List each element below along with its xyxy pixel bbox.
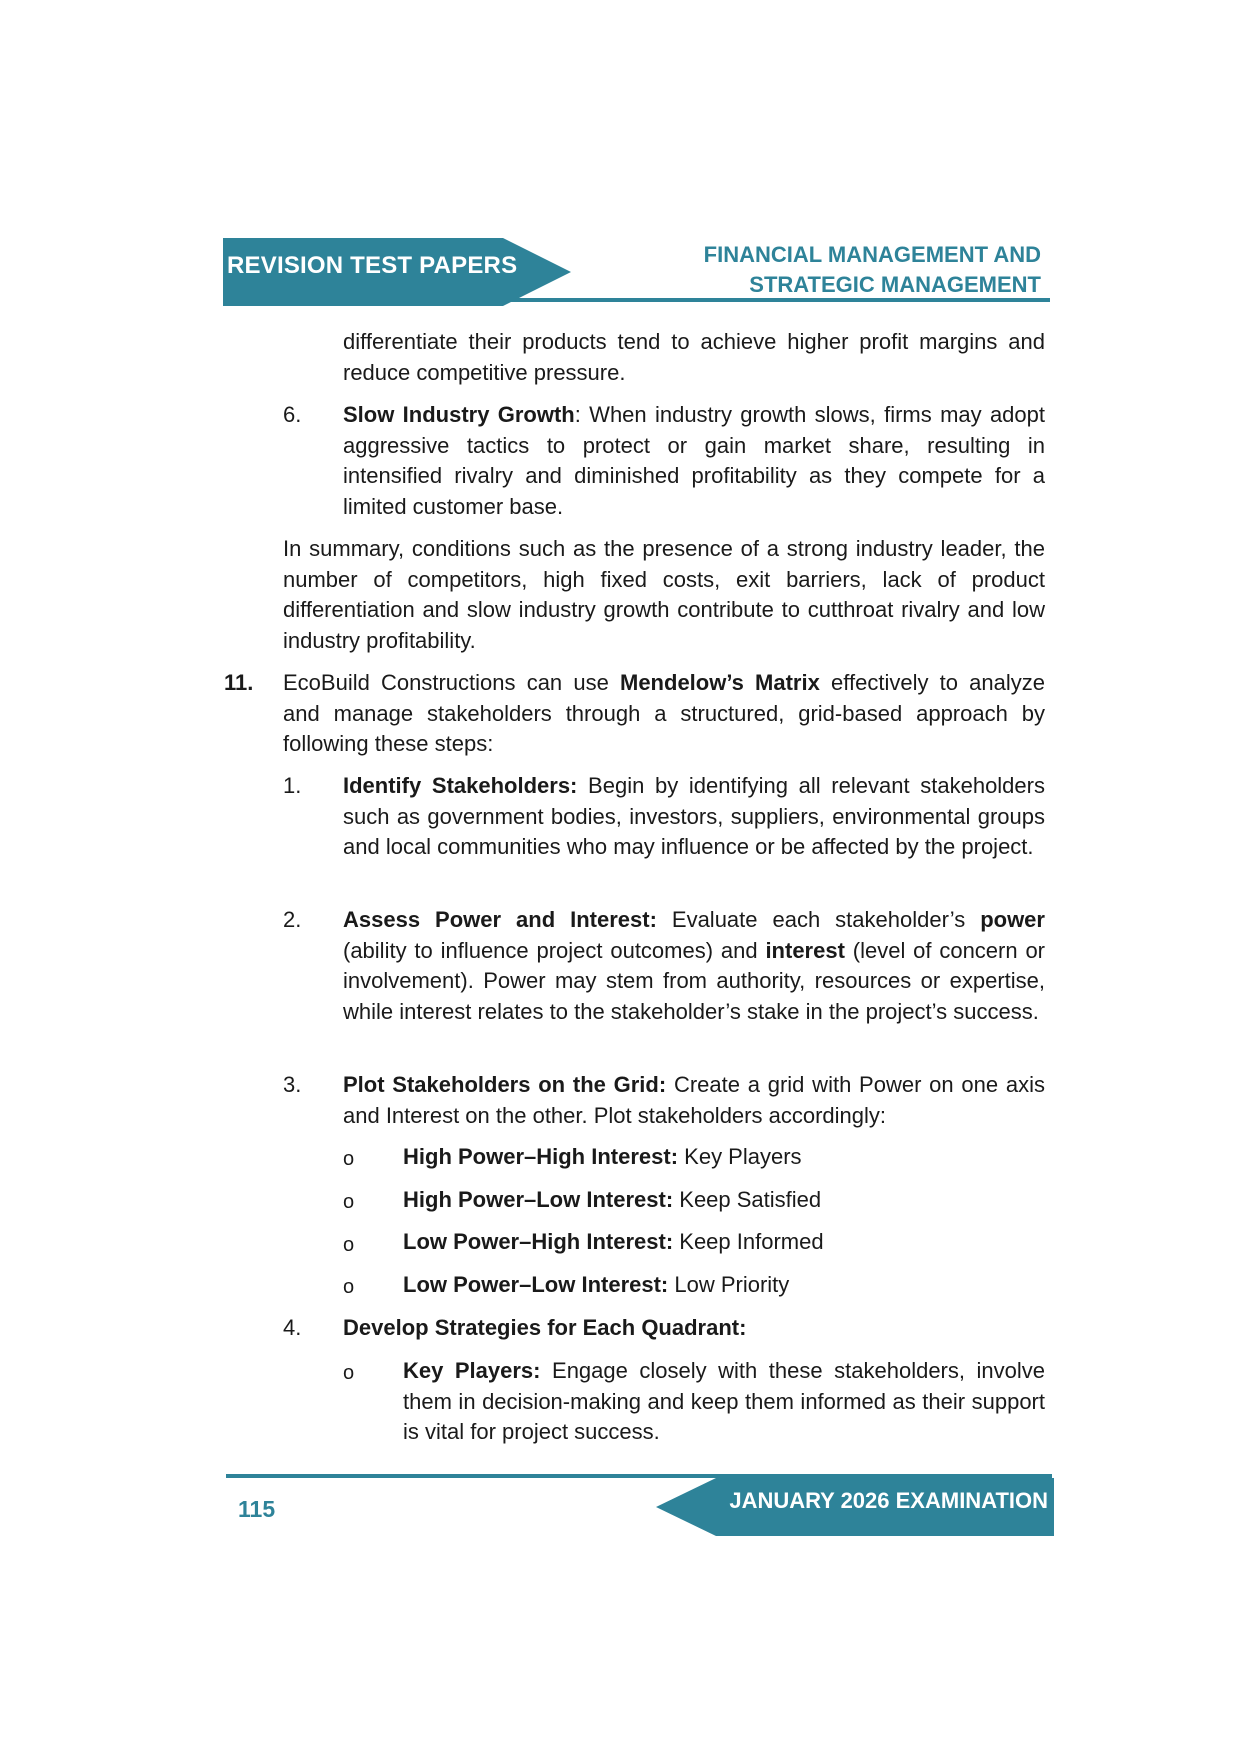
- step4-title: Develop Strategies for Each Quadrant:: [343, 1315, 747, 1340]
- step1-text: Begin by identifying all relevant stakeholders such as government bodies, investors, suppliers, environmental groups and local communities who may influence or be affected by the project.: [343, 773, 1045, 859]
- step4-bullet: [403, 1356, 1045, 1448]
- step2-bold-interest: interest: [765, 937, 845, 963]
- bullet-label: Low Power–Low Interest:: [403, 1272, 669, 1297]
- bullet-value: Key Players: [678, 1144, 802, 1169]
- continuation-paragraph: differentiate their products tend to achieve higher profit margins and reduce competitive pressure.: [343, 329, 1045, 385]
- bullet-label: Low Power–High Interest:: [403, 1229, 674, 1254]
- bullet-glyph: o: [343, 1234, 355, 1256]
- bullet-value: Low Priority: [668, 1272, 790, 1297]
- step2-paragraph: [343, 905, 1045, 1027]
- step-number: 4.: [283, 1315, 302, 1340]
- bullet-glyph: o: [343, 1362, 355, 1384]
- item6-title: Slow Industry Growth: [343, 402, 575, 427]
- bullet-glyph: o: [343, 1191, 355, 1213]
- bullet-value: Keep Informed: [673, 1229, 824, 1254]
- step3-text: Create a grid with Power on one axis and Interest on the other. Plot stakeholders accordingly:: [343, 1072, 1045, 1128]
- step2-text-2: (ability to influence project outcomes) and: [343, 937, 766, 963]
- step3-paragraph: [343, 1070, 1045, 1131]
- step2-text-3: (level of concern or involvement). Power may stem from authority, resources or expertise, while interest relates to the stakeholder’s stake in the project’s success.: [343, 937, 1046, 1024]
- bullet-value: Engage closely with these stakeholders, involve them in decision-making and keep them informed as their support is vital for project success.: [403, 1358, 1045, 1444]
- step3-bullet: [403, 1227, 1045, 1258]
- footer-exam-title: JANUARY 2026 EXAMINATION: [729, 1488, 1048, 1513]
- footer-banner: [656, 1478, 1054, 1536]
- header-banner: [223, 238, 571, 306]
- step3-bullet: [403, 1270, 1045, 1301]
- summary-paragraph: In summary, conditions such as the presence of a strong industry leader, the number of competitors, high fixed costs, exit barriers, lack of product differentiation and slow industry growth contribute to cutthroat rivalry and low industry profitability.: [283, 536, 1045, 653]
- step3-bullet: [403, 1185, 1045, 1216]
- item6-text: : When industry growth slows, firms may adopt aggressive tactics to protect or gain market share, resulting in intensified rivalry and diminished profitability as they compete for a limited customer base.: [343, 402, 1045, 519]
- step-number: 1.: [283, 773, 302, 798]
- bullet-glyph: o: [343, 1148, 355, 1170]
- header-subject-line1: FINANCIAL MANAGEMENT AND: [703, 242, 1041, 267]
- q11-intro-bold: Mendelow’s Matrix: [620, 670, 820, 695]
- step3-bullet: [403, 1142, 1045, 1173]
- step2-title: Assess Power and Interest:: [343, 907, 657, 932]
- header-banner-title: REVISION TEST PAPERS: [227, 252, 518, 279]
- bullet-value: Keep Satisfied: [673, 1187, 822, 1212]
- step2-bold-power: power: [980, 907, 1045, 932]
- q11-intro: [283, 668, 1045, 760]
- step2-text: Evaluate each stakeholder’s: [656, 907, 981, 932]
- step-number: 2.: [283, 907, 302, 932]
- step3-title: Plot Stakeholders on the Grid:: [343, 1072, 667, 1097]
- q11-intro-text-2: effectively to analyze and manage stakeholders through a structured, grid-based approach by following these steps:: [283, 670, 1045, 756]
- bullet-label: Key Players:: [403, 1358, 541, 1383]
- header-subject-line2: STRATEGIC MANAGEMENT: [749, 272, 1041, 297]
- bullet-glyph: o: [343, 1276, 355, 1298]
- page-number: 115: [238, 1496, 276, 1522]
- bullet-label: High Power–High Interest:: [403, 1144, 679, 1169]
- header-subject: [541, 240, 1041, 300]
- step1-title: Identify Stakeholders:: [343, 773, 578, 798]
- step-number: 3.: [283, 1072, 302, 1097]
- header-rule: [510, 298, 1050, 302]
- bullet-label: High Power–Low Interest:: [403, 1187, 674, 1212]
- step1-paragraph: [343, 771, 1045, 863]
- q11-intro-text: EcoBuild Constructions can use: [283, 670, 620, 695]
- item6-paragraph: [343, 400, 1045, 522]
- step4-paragraph: [343, 1313, 1045, 1344]
- item-number: 6.: [283, 402, 302, 427]
- question-number: 11.: [224, 670, 254, 695]
